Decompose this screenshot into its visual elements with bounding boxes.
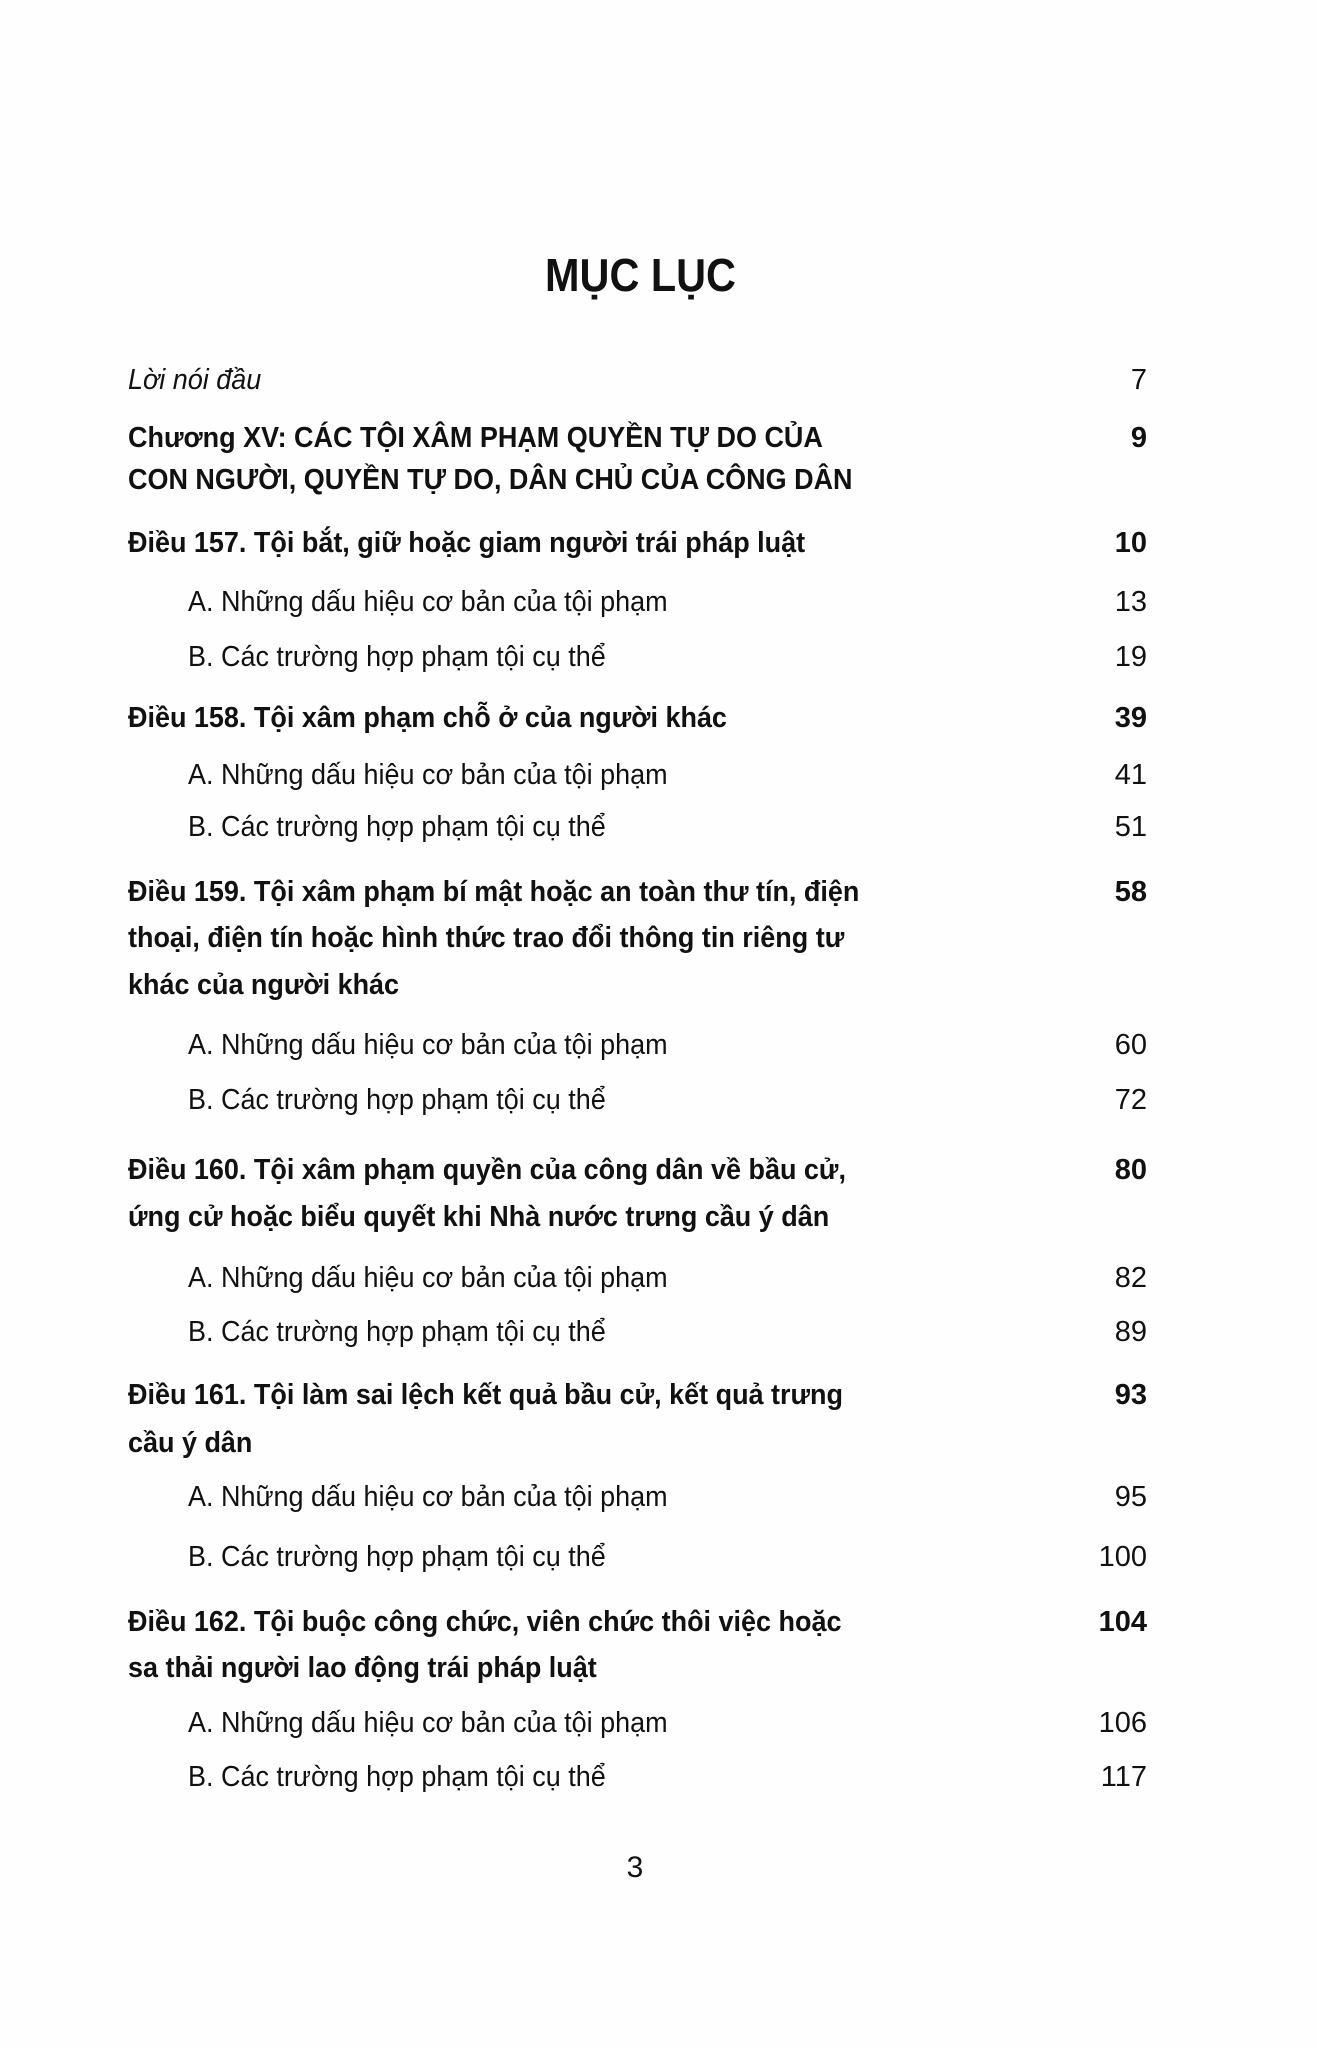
toc-article-160-sub-a: A. Những dấu hiệu cơ bản của tội phạm xyxy=(188,1262,668,1294)
toc-article-162-sub-a: A. Những dấu hiệu cơ bản của tội phạm xyxy=(188,1707,668,1739)
toc-article-157-page: 10 xyxy=(1114,527,1147,559)
toc-article-161-sub-b: B. Các trường hợp phạm tội cụ thể xyxy=(188,1541,606,1573)
toc-article-158-sub-b: B. Các trường hợp phạm tội cụ thể xyxy=(188,811,606,843)
toc-article-162-sub-b-page: 117 xyxy=(1100,1761,1147,1793)
toc-article-158-page: 39 xyxy=(1114,702,1147,734)
toc-chapter-line-2: CON NGƯỜI, QUYỀN TỰ DO, DÂN CHỦ CỦA CÔNG DÂN xyxy=(128,464,853,496)
toc-article-159-page: 58 xyxy=(1114,876,1147,908)
toc-article-158-title: Điều 158. Tội xâm phạm chỗ ở của người khác xyxy=(128,702,727,734)
toc-preface-label: Lời nói đầu xyxy=(128,364,262,396)
toc-article-160-title-line-1: Điều 160. Tội xâm phạm quyền của công dân về bầu cử, xyxy=(128,1154,846,1186)
toc-article-158-sub-a-page: 41 xyxy=(1114,759,1147,791)
toc-article-158-sub-b-page: 51 xyxy=(1114,811,1147,843)
toc-article-157-sub-a-page: 13 xyxy=(1114,586,1147,618)
toc-article-162-page: 104 xyxy=(1098,1606,1147,1638)
toc-article-162-sub-a-page: 106 xyxy=(1098,1707,1147,1739)
toc-article-157-sub-b-page: 19 xyxy=(1114,641,1147,673)
toc-preface-page: 7 xyxy=(1130,364,1147,396)
toc-article-159-title-line-2: thoại, điện tín hoặc hình thức trao đổi thông tin riêng tư xyxy=(128,922,845,954)
toc-chapter-page: 9 xyxy=(1130,422,1147,454)
toc-article-162-title-line-2: sa thải người lao động trái pháp luật xyxy=(128,1652,597,1684)
toc-article-161-title-line-1: Điều 161. Tội làm sai lệch kết quả bầu cử, kết quả trưng xyxy=(128,1379,844,1411)
toc-article-159-title-line-1: Điều 159. Tội xâm phạm bí mật hoặc an toàn thư tín, điện xyxy=(128,876,860,908)
page-title: MỤC LỤC xyxy=(545,249,736,301)
toc-article-159-sub-b-page: 72 xyxy=(1114,1084,1147,1116)
toc-article-162-sub-b: B. Các trường hợp phạm tội cụ thể xyxy=(188,1761,606,1793)
page-number: 3 xyxy=(626,1851,644,1884)
toc-article-160-title-line-2: ứng cử hoặc biểu quyết khi Nhà nước trưng cầu ý dân xyxy=(128,1201,830,1233)
toc-article-161-sub-a: A. Những dấu hiệu cơ bản của tội phạm xyxy=(188,1481,668,1513)
toc-article-162-title-line-1: Điều 162. Tội buộc công chức, viên chức thôi việc hoặc xyxy=(128,1606,842,1638)
toc-article-160-sub-a-page: 82 xyxy=(1114,1262,1147,1294)
toc-article-159-title-line-3: khác của người khác xyxy=(128,969,400,1001)
toc-article-159-sub-a: A. Những dấu hiệu cơ bản của tội phạm xyxy=(188,1029,668,1061)
toc-article-161-sub-a-page: 95 xyxy=(1114,1481,1147,1513)
toc-article-159-sub-a-page: 60 xyxy=(1114,1029,1147,1061)
toc-article-159-sub-b: B. Các trường hợp phạm tội cụ thể xyxy=(188,1084,606,1116)
toc-chapter-line-1: Chương XV: CÁC TỘI XÂM PHẠM QUYỀN TỰ DO CỦA xyxy=(128,422,823,454)
toc-article-157-sub-a: A. Những dấu hiệu cơ bản của tội phạm xyxy=(188,586,668,618)
toc-article-157-title: Điều 157. Tội bắt, giữ hoặc giam người trái pháp luật xyxy=(128,527,806,559)
toc-article-161-sub-b-page: 100 xyxy=(1098,1541,1147,1573)
toc-article-160-sub-b: B. Các trường hợp phạm tội cụ thể xyxy=(188,1316,606,1348)
toc-article-161-page: 93 xyxy=(1114,1379,1147,1411)
toc-article-160-page: 80 xyxy=(1114,1154,1147,1186)
toc-article-161-title-line-2: cầu ý dân xyxy=(128,1427,253,1459)
toc-article-160-sub-b-page: 89 xyxy=(1114,1316,1147,1348)
toc-article-157-sub-b: B. Các trường hợp phạm tội cụ thể xyxy=(188,641,606,673)
toc-article-158-sub-a: A. Những dấu hiệu cơ bản của tội phạm xyxy=(188,759,668,791)
